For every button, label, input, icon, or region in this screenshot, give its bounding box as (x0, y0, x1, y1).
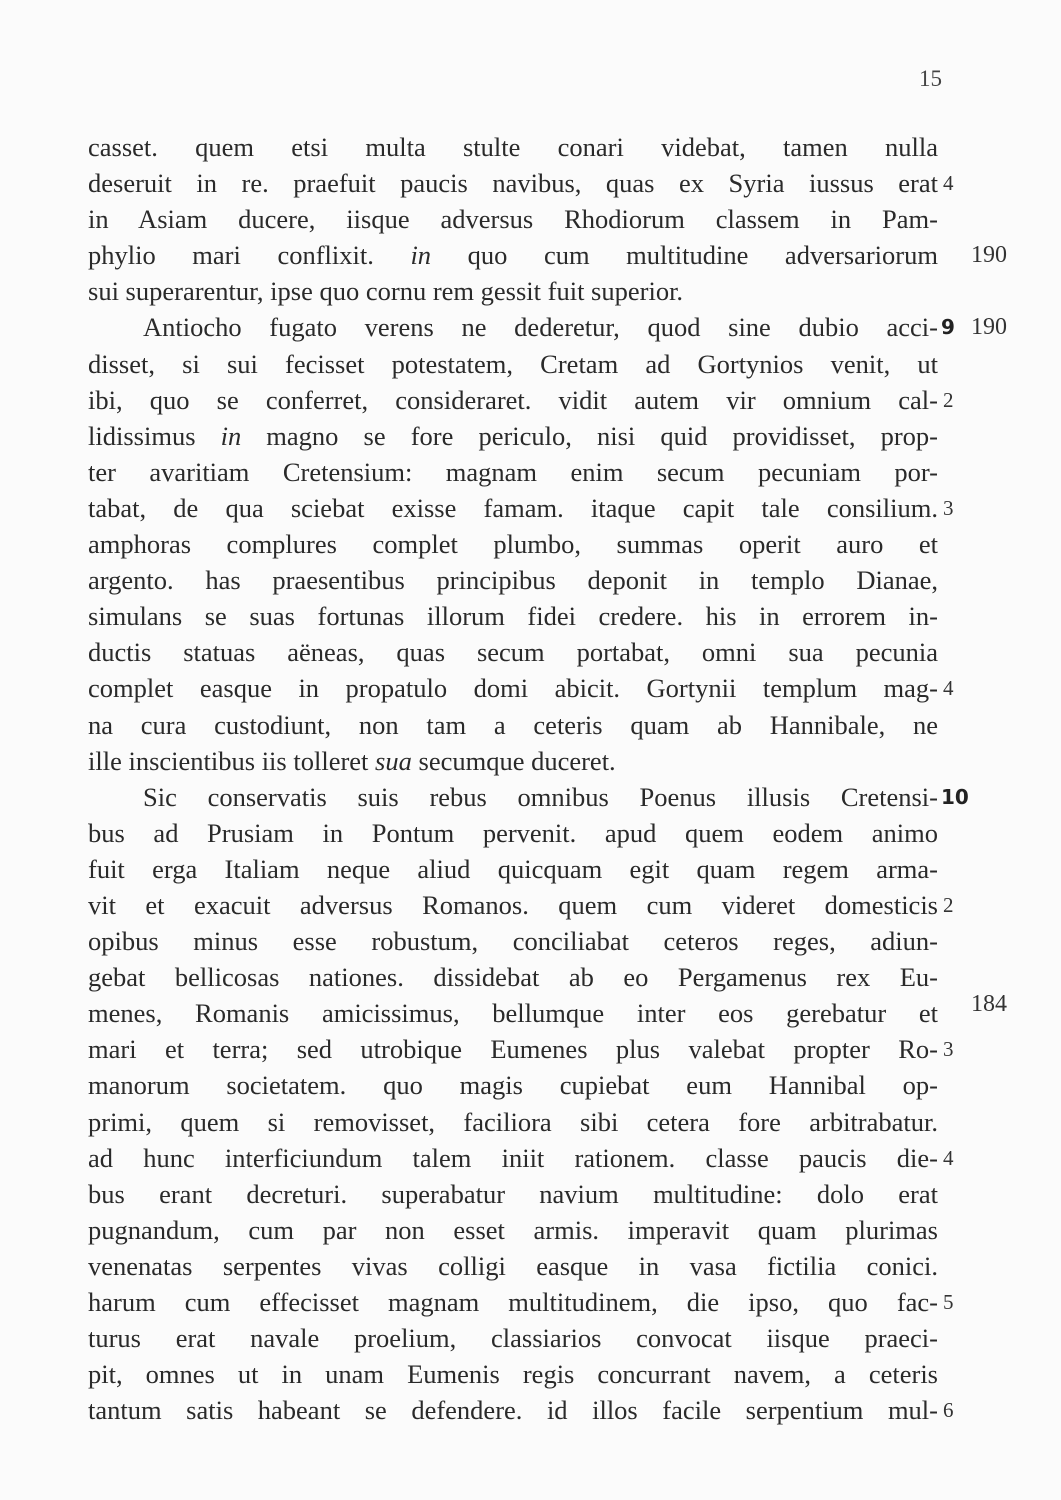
text-line: ter avaritiam Cretensium: magnam enim secum pecuniam por- (88, 456, 938, 487)
chapter-number: 9 (941, 315, 955, 339)
text-line: primi, quem si removisset, faciliora sibi cetera fore arbitrabatur. (88, 1106, 938, 1137)
text-line: manorum societatem. quo magis cupiebat eum Hannibal op- (88, 1070, 938, 1101)
text-line (88, 237, 938, 273)
text-segment: lidissimus (88, 420, 221, 451)
text-segment: magno se fore periculo, nisi quid providisset, prop- (241, 420, 938, 451)
section-number: 6 (943, 1398, 954, 1422)
text-line: disset, si sui fecisset potestatem, Cretam ad Gortynios venit, ut (88, 348, 938, 379)
text-line: menes, Romanis amicissimus, bellumque inter eos gerebatur et (88, 998, 938, 1029)
italic-word: in (410, 240, 432, 271)
text-segment: phylio mari conflixit. (88, 240, 411, 271)
text-segment: secumque duceret. (411, 745, 616, 776)
text-line: sui superarentur, ipse quo cornu rem gessit fuit superior. (88, 276, 684, 307)
text-line: vit et exacuit adversus Romanos. quem cum videret domesticis (88, 889, 938, 920)
text-line: fuit erga Italiam neque aliud quicquam egit quam regem arma- (88, 853, 938, 884)
text-line: na cura custodiunt, non tam a ceteris quam ab Hannibale, ne (88, 709, 938, 740)
text-line: opibus minus esse robustum, conciliabat ceteros reges, adiun- (88, 926, 938, 957)
text-line: pugnandum, cum par non esset armis. imperavit quam plurimas (88, 1214, 938, 1245)
section-number: 3 (943, 496, 954, 520)
section-number: 2 (943, 388, 954, 412)
text-line: in Asiam ducere, iisque adversus Rhodiorum classem in Pam- (88, 204, 938, 235)
section-number: 4 (943, 171, 954, 195)
text-line: turus erat navale proelium, classiarios convocat iisque praeci- (88, 1323, 938, 1354)
text-line (88, 743, 938, 779)
text-line: bus ad Prusiam in Pontum pervenit. apud quem eodem animo (88, 817, 938, 848)
chapter-number: 10 (941, 785, 969, 809)
text-segment: quo cum multitudine adversariorum (431, 240, 938, 271)
text-line: simulans se suas fortunas illorum fidei credere. his in errorem in- (88, 601, 938, 632)
year-note: 184 (971, 991, 1007, 1017)
italic-word: in (220, 420, 242, 451)
text-line: deseruit in re. praefuit paucis navibus, quas ex Syria iussus erat (88, 168, 938, 199)
text-line: ad hunc interficiundum talem iniit rationem. classe paucis die- (88, 1142, 938, 1173)
italic-word: sua (375, 745, 412, 776)
text-line: venenatas serpentes vivas colligi easque in vasa fictilia conici. (88, 1250, 938, 1281)
text-line: amphoras complures complet plumbo, summas operit auro et (88, 529, 938, 560)
text-segment: ille inscientibus iis tolleret (88, 745, 376, 776)
text-line: casset. quem etsi multa stulte conari videbat, tamen nulla (88, 132, 938, 162)
text-line: pit, omnes ut in unam Eumenis regis concurrant navem, a ceteris (88, 1359, 938, 1390)
section-number: 4 (943, 1146, 954, 1170)
text-line: ibi, quo se conferret, consideraret. vidit autem vir omnium cal- (88, 384, 938, 415)
text-line: tabat, de qua sciebat exisse famam. itaque capit tale consilium. (88, 492, 938, 523)
text-line: argento. has praesentibus principibus deponit in templo Dianae, (88, 565, 938, 596)
section-number: 4 (943, 676, 954, 700)
page-number: 15 (919, 66, 942, 91)
text-line: bus erant decreturi. superabatur navium multitudine: dolo erat (88, 1178, 938, 1209)
text-line: ductis statuas aëneas, quas secum portabat, omni sua pecunia (88, 637, 938, 668)
text-line: mari et terra; sed utrobique Eumenes plus valebat propter Ro- (88, 1034, 938, 1065)
text-line: complet easque in propatulo domi abicit. Gortynii templum mag- (88, 673, 938, 704)
text-line: gebat bellicosas nationes. dissidebat ab eo Pergamenus rex Eu- (88, 962, 938, 993)
text-line (88, 418, 938, 454)
main-text (88, 129, 938, 1428)
text-line: tantum satis habeant se defendere. id illos facile serpentium mul- (88, 1395, 938, 1426)
text-line: harum cum effecisset magnam multitudinem, die ipso, quo fac- (88, 1287, 938, 1317)
paragraph-start-line: Sic conservatis suis rebus omnibus Poenus illusis Cretensi- (143, 781, 938, 812)
section-number: 3 (943, 1037, 954, 1061)
paragraph-start-line: Antiocho fugato verens ne dederetur, quod sine dubio acci- (143, 312, 938, 343)
section-number: 2 (943, 893, 954, 917)
year-note: 190 (971, 242, 1007, 268)
section-number: 5 (943, 1290, 954, 1314)
year-note: 190 (971, 314, 1007, 340)
